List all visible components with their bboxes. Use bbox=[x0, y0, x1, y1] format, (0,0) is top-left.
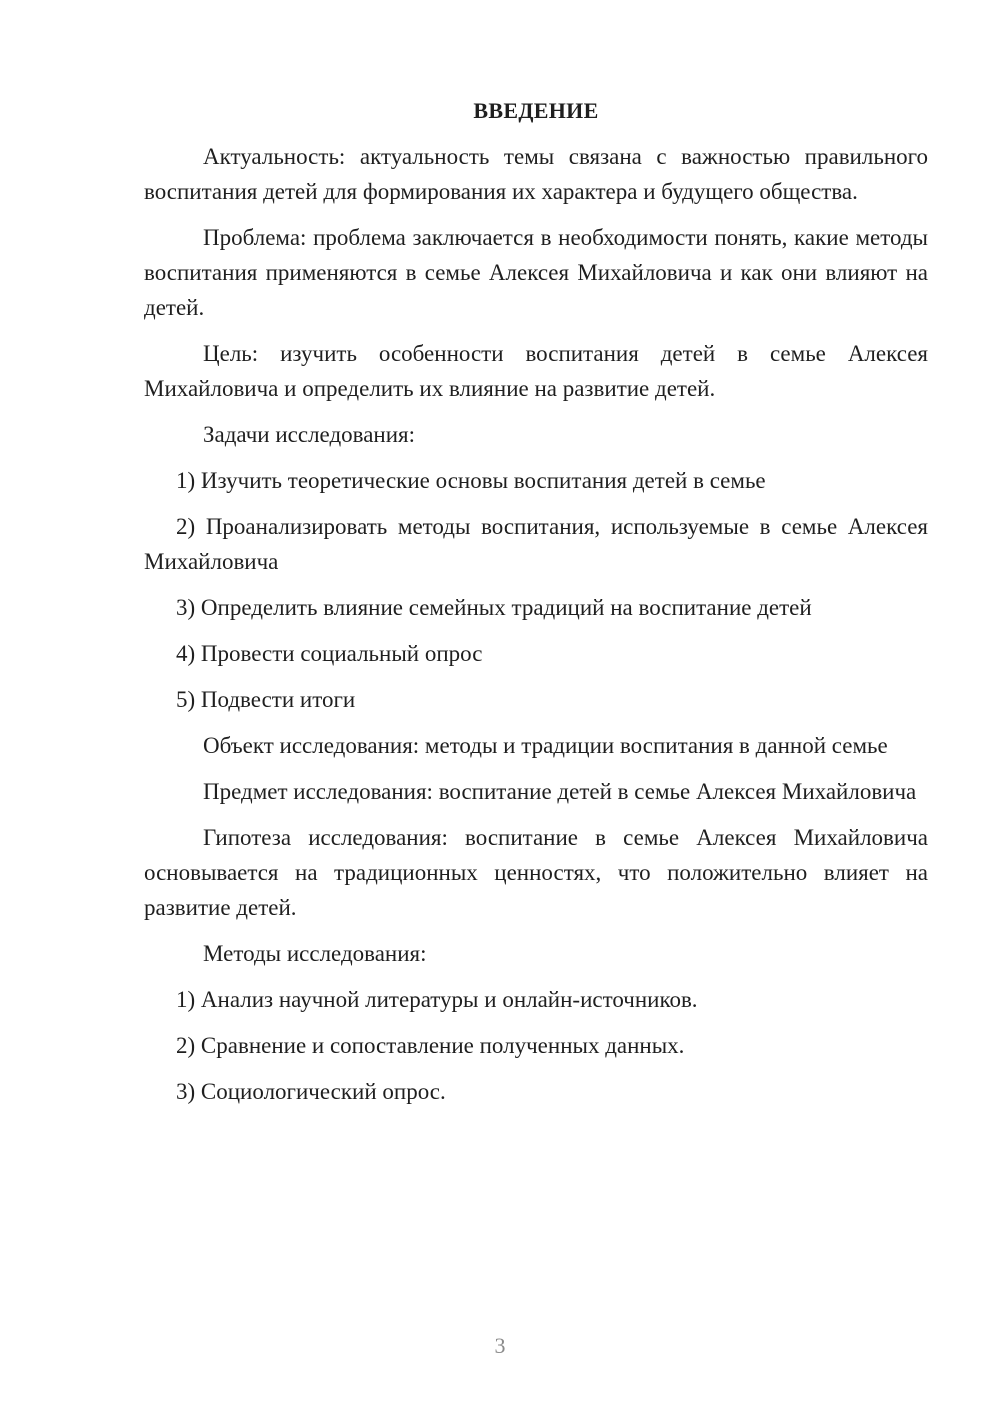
list-item-task-1: 1) Изучить теоретические основы воспитания детей в семье bbox=[176, 468, 766, 493]
paragraph-subject: Предмет исследования: воспитание детей в семье Алексея Михайловича bbox=[203, 779, 917, 804]
page-content bbox=[144, 96, 928, 1120]
list-item-task-5: 5) Подвести итоги bbox=[176, 687, 356, 712]
list-item-method-1: 1) Анализ научной литературы и онлайн-источников. bbox=[176, 987, 698, 1012]
list-item-task-3: 3) Определить влияние семейных традиций на воспитание детей bbox=[176, 595, 812, 620]
list-item-task-4: 4) Провести социальный опрос bbox=[176, 641, 483, 666]
paragraph-relevance: Актуальность: актуальность темы связана с важностью правильного воспитания детей для формирования их характера и будущего общества. bbox=[144, 144, 928, 204]
paragraph-tasks-heading: Задачи исследования: bbox=[203, 422, 416, 447]
page-number: 3 bbox=[494, 1333, 506, 1358]
paragraph-hypothesis: Гипотеза исследования: воспитание в семье Алексея Михайловича основывается на традиционных ценностях, что положительно влияет на развитие детей. bbox=[144, 825, 928, 920]
paragraph-methods-heading: Методы исследования: bbox=[203, 941, 427, 966]
list-item-method-2: 2) Сравнение и сопоставление полученных данных. bbox=[176, 1033, 685, 1058]
paragraph-goal: Цель: изучить особенности воспитания детей в семье Алексея Михайловича и определить их влияние на развитие детей. bbox=[144, 341, 928, 401]
paragraph-object: Объект исследования: методы и традиции воспитания в данной семье bbox=[203, 733, 888, 758]
paragraph-problem: Проблема: проблема заключается в необходимости понять, какие методы воспитания применяются в семье Алексея Михайловича и как они влияют на детей. bbox=[144, 225, 928, 320]
page-title: ВВЕДЕНИЕ bbox=[473, 98, 599, 123]
list-item-method-3: 3) Социологический опрос. bbox=[176, 1079, 446, 1104]
list-item-task-2: 2) Проанализировать методы воспитания, используемые в семье Алексея Михайловича bbox=[144, 514, 928, 574]
